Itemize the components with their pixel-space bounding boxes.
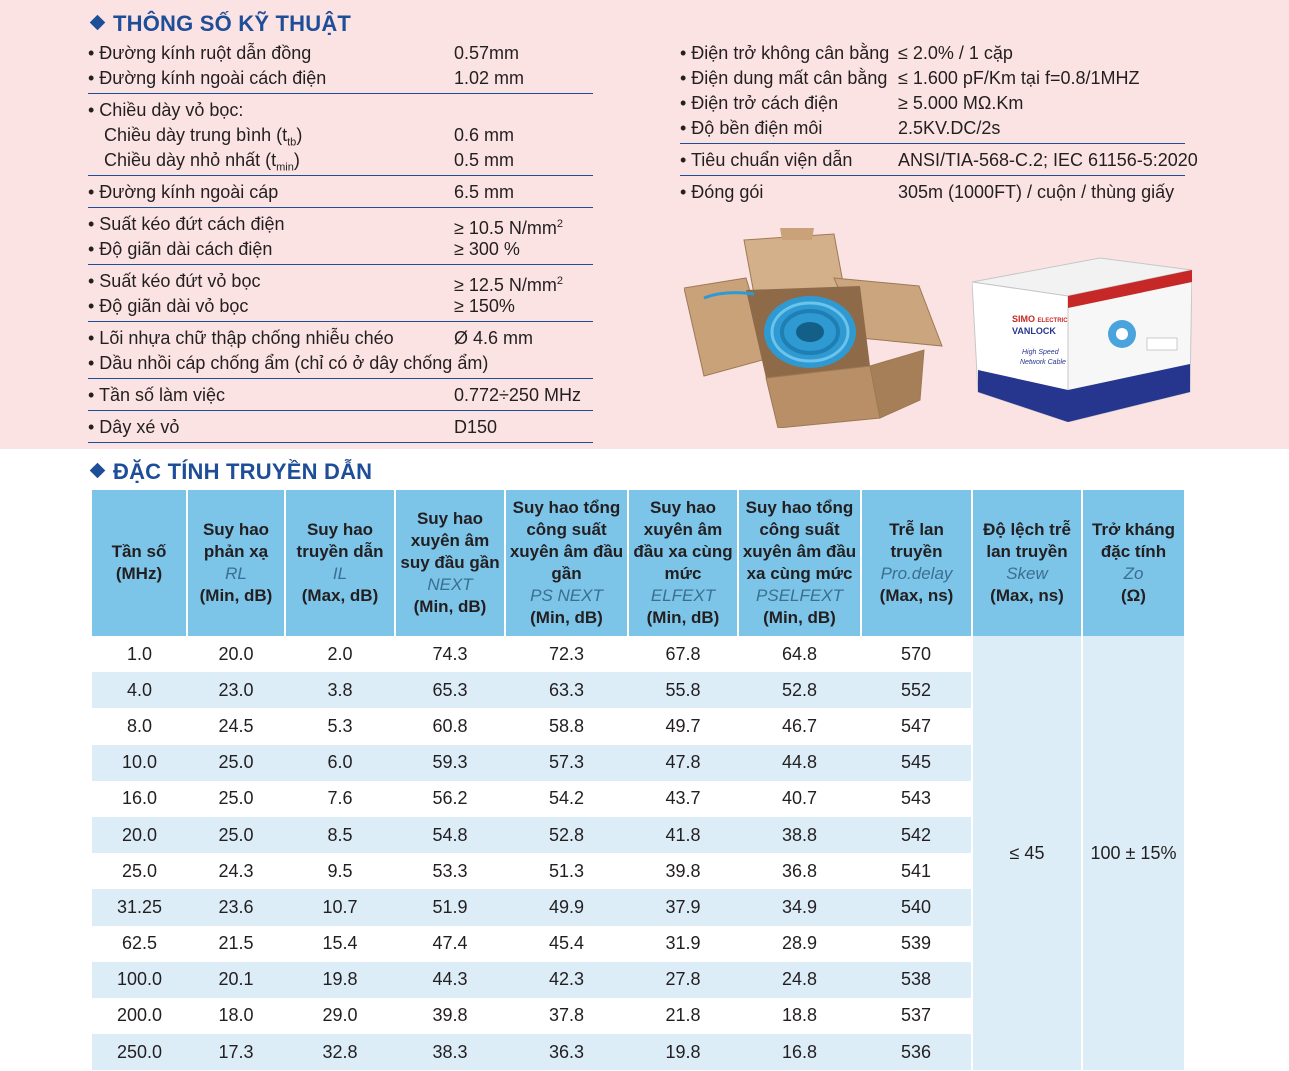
table-cell: 23.0 [187,672,285,708]
table-cell: 65.3 [395,672,505,708]
table-cell: 25.0 [121,860,158,881]
column-header [285,490,395,636]
column-header-unit: (Max, ns) [879,586,954,605]
column-header-unit: (Max, dB) [301,586,379,605]
column-header [395,490,505,636]
spec-row [88,237,593,262]
table-cell: 42.3 [505,962,628,998]
column-header-symbol: NEXT [427,575,473,594]
table-cell: 59.3 [395,745,505,781]
spec-label: • Suất kéo đứt cách điện [88,214,285,234]
divider [88,442,593,443]
product-box-image [972,252,1192,422]
superscript: 2 [556,218,564,230]
spec-label: • Dầu nhồi cáp chống ẩm (chỉ có ở dây chống ẩm) [88,353,489,373]
table-cell: 41.8 [628,817,738,853]
divider [88,93,593,94]
table-cell: 100.0 [92,962,187,998]
table-body [92,636,1184,1070]
box-brand: SIMO [1012,314,1036,324]
spec-value: ≥ 300 % [454,239,520,259]
column-header-symbol: ELFEXT [650,586,716,605]
specs-title [92,11,351,37]
spec-label: • Dây xé vỏ [88,417,180,437]
spec-row [680,116,1185,141]
table-cell: 8.0 [126,715,153,736]
spec-row [88,269,593,294]
spec-label: • Điện trở cách điện [680,93,839,113]
column-header-symbol: IL [332,564,348,583]
spec-row [88,123,593,148]
column-header-title: Tần số (MHz) [111,542,167,583]
skew-cell: ≤ 45 [972,636,1082,1070]
table-cell: 39.8 [432,1005,468,1026]
spec-value: ANSI/TIA-568-C.2; IEC 61156-5:2020 [898,150,1198,170]
table-cell: 52.8 [505,817,628,853]
table-cell: 31.25 [92,889,187,925]
spec-value: ≤ 1.600 pF/Km tại f=0.8/1MHZ [898,68,1140,88]
transmission-title-text: ĐẶC TÍNH TRUYỀN DẪN [113,459,373,484]
divider [680,143,1185,144]
table-cell: 63.3 [505,672,628,708]
spec-label: • Lõi nhựa chữ thập chống nhiễu chéo [88,328,394,348]
table-cell: 3.8 [285,672,395,708]
spec-label: Chiều dày trung bình $(t_{tb})$ [104,125,303,149]
table-cell: 20.1 [187,962,285,998]
box-line2-text: Network Cable [1020,359,1066,366]
table-cell: 34.9 [738,889,861,925]
table-cell: 37.8 [548,1005,585,1026]
spec-label: • Đóng gói [680,182,764,202]
column-header [187,490,285,636]
spec-row [88,98,593,123]
table-cell: 67.8 [665,643,701,664]
table-cell: 545 [861,745,972,781]
table-cell: 7.6 [327,788,353,809]
spec-row [88,41,593,66]
spec-label: • Độ bền điện môi [680,118,823,138]
divider [88,321,593,322]
spec-label: • Đường kính ngoài cáp [88,182,279,202]
table-cell: 19.8 [628,1034,738,1070]
table-cell: 38.8 [738,817,861,853]
table-cell: 16.0 [121,788,158,809]
table-cell: 36.3 [505,1034,628,1070]
table-cell: 74.3 [432,643,468,664]
spec-value: D150 [454,417,498,437]
table-cell: 15.4 [322,933,358,954]
open-box-image [684,228,946,428]
column-header [628,490,738,636]
spec-row [88,66,593,91]
table-cell: 54.8 [395,817,505,853]
divider [680,175,1185,176]
spec-value: 0.5 mm [454,150,515,170]
spec-label: • Đường kính ngoài cách điện [88,68,327,88]
spec-row [88,294,593,319]
column-header-symbol: Skew [1006,564,1048,583]
column-header-symbol: PSELFEXT [756,586,843,605]
impedance-cell: 100 ± 15% [1082,636,1184,1070]
column-header-symbol: Pro.delay [880,564,953,583]
table-cell: 57.3 [505,745,628,781]
table-cell: 55.8 [628,672,738,708]
column-header-unit: (Min, dB) [763,608,836,627]
table-cell: 64.8 [781,643,818,664]
spec-value: 1.02 mm [454,68,525,88]
table-cell: 49.7 [665,715,701,736]
table-cell: 24.3 [218,860,254,881]
column-header-unit: (Min, dB) [530,608,603,627]
table-cell: 44.3 [395,962,505,998]
table-cell: 29.0 [322,1005,358,1026]
table-cell: 60.8 [432,715,468,736]
column-header [92,490,187,636]
spec-row [88,180,593,205]
table-cell: 536 [861,1034,972,1070]
table-cell: 43.7 [665,788,701,809]
spec-row [88,415,593,440]
diamond-icon [90,463,106,479]
right-spec-list [680,41,1198,205]
table-cell: 19.8 [285,962,395,998]
spec-row [680,66,1185,91]
spec-label: • Suất kéo đứt vỏ bọc [88,271,261,291]
column-header-unit: (Ω) [1121,586,1146,605]
table-cell: 24.5 [218,715,254,736]
table-cell: 17.3 [187,1034,285,1070]
table-cell: 31.9 [665,933,701,954]
table-cell: 250.0 [92,1034,187,1070]
specs-title-text: THÔNG SỐ KỸ THUẬT [113,11,352,36]
table-cell: 25.0 [187,745,285,781]
column-header [505,490,628,636]
table-cell: 21.5 [218,933,254,954]
spec-value: 2.5KV.DC/2s [898,118,1001,138]
table-cell: 49.9 [505,889,628,925]
table-cell: 72.3 [548,643,585,664]
table-cell: 28.9 [781,933,818,954]
spec-label: • Điện trở không cân bằng [680,43,890,63]
table-cell: 51.3 [548,860,585,881]
spec-value-text: ≥ 10.5 N/mm [454,218,557,238]
table-cell: 24.8 [738,962,861,998]
divider [88,264,593,265]
table-cell: 10.7 [285,889,395,925]
divider [88,207,593,208]
table-cell: 18.0 [218,1005,254,1026]
table-cell: 37.9 [628,889,738,925]
column-header-title: Trở kháng đặc tính [1092,520,1175,561]
table-cell: 46.7 [781,715,818,736]
column-header-symbol: RL [225,564,247,583]
table-cell: 54.2 [548,788,585,809]
spec-value: 305m (1000FT) / cuộn / thùng giấy [898,182,1175,202]
table-cell: 16.8 [738,1034,861,1070]
table-cell: 45.4 [548,933,585,954]
table-cell: 20.0 [92,817,187,853]
table-cell: 51.9 [395,889,505,925]
spec-label: • Độ giãn dài cách điện [88,239,273,259]
column-header-title: Suy hao xuyên âm đầu xa cùng mức [633,498,733,583]
subscript: tb [287,136,297,149]
spec-label: • Độ giãn dài vỏ bọc [88,296,249,316]
spec-value: ≥ 5.000 MΩ.Km [898,93,1024,113]
table-cell: 547 [900,715,932,736]
spec-row [680,148,1198,173]
column-header [738,490,861,636]
column-header-title: Độ lệch trễ lan truyền [983,520,1071,561]
table-cell: 540 [861,889,972,925]
table-cell: 36.8 [781,860,818,881]
column-header-title: Suy hao truyền dẫn [296,520,384,561]
spec-label: • Điện dung mất cân bằng [680,68,888,88]
table-cell: 10.0 [92,745,187,781]
table-cell: 47.8 [628,745,738,781]
column-header [861,490,972,636]
divider [88,410,593,411]
table-cell: 570 [900,643,932,664]
table-row [92,636,1184,672]
column-header-unit: (Min, dB) [413,597,487,616]
table-cell: 23.6 [187,889,285,925]
spec-label-text: Chiều dày trung bình (t [104,125,288,145]
table-cell: 8.5 [285,817,395,853]
table-cell: 6.0 [285,745,395,781]
table-cell: 39.8 [665,860,701,881]
column-header-unit: (Max, ns) [990,586,1064,605]
table-cell: 20.0 [218,643,254,664]
table-cell: 542 [861,817,972,853]
table-cell: 38.3 [395,1034,505,1070]
table-cell: 62.5 [121,933,158,954]
spec-row [88,383,593,408]
column-header [972,490,1082,636]
table-cell: 539 [900,933,932,954]
column-header-title: Suy hao tổng công suất xuyên âm đầu xa cùng mức [742,498,857,583]
table-cell: 40.7 [781,788,818,809]
spec-row [680,41,1185,66]
spec-value: 0.772÷250 MHz [454,385,581,405]
spec-value-text: ≥ 12.5 N/mm [454,275,557,295]
table-cell: 2.0 [327,643,353,664]
table-cell: 53.3 [432,860,468,881]
column-header-unit: (Min, dB) [646,608,720,627]
subscript: min [276,161,294,174]
spec-label: • Đường kính ruột dẫn đồng [88,43,312,63]
spec-row [88,212,593,237]
spec-label-text: Chiều dày nhỏ nhất (t [104,150,277,170]
spec-value: ≥ 150% [454,296,515,316]
spec-row [88,148,593,173]
column-header-title: Suy hao xuyên âm suy đầu gần [400,509,500,572]
table-cell: 27.8 [628,962,738,998]
column-header-title: Trễ lan truyền [889,520,944,561]
table-cell: 538 [861,962,972,998]
spec-value: 0.57mm [454,43,520,63]
table-cell: 25.0 [187,817,285,853]
box-brand-suffix: ELECTRIC [1037,318,1068,324]
spec-row [680,180,1185,205]
table-cell: 543 [900,788,932,809]
spec-value: 0.6 mm [454,125,515,145]
spec-value: 6.5 mm [454,182,515,202]
column-header-unit: (Min, dB) [199,586,273,605]
table-cell: 56.2 [432,788,468,809]
table-header-row [92,490,1184,636]
spec-value: Ø 4.6 mm [454,328,534,348]
table-cell: 4.0 [92,672,187,708]
column-header [1082,490,1184,636]
table-cell: 5.3 [327,715,353,736]
spec-value: ≤ 2.0% / 1 cặp [898,43,1013,63]
spec-row [680,91,1185,116]
table-cell: 47.4 [432,933,468,954]
table-cell: 541 [900,860,932,881]
spec-label: • Tiêu chuẩn viện dẫn [680,150,853,170]
divider [88,378,593,379]
table-cell: 25.0 [218,788,254,809]
table-cell: 58.8 [548,715,585,736]
box-line1-text: High Speed [1022,349,1059,356]
box-product-text: VANLOCK [1012,326,1056,336]
column-header-symbol: PS NEXT [530,586,603,605]
column-header-symbol: Zo [1123,564,1144,583]
table-cell: 552 [861,672,972,708]
spec-label: • Chiều dày vỏ bọc: [88,100,244,120]
spec-row [88,326,593,351]
table-cell: 200.0 [116,1005,163,1026]
transmission-table [92,490,1184,1070]
table-cell: 9.5 [327,860,353,881]
column-header-title: Suy hao phản xạ [202,520,270,561]
table-cell: 1.0 [126,643,153,664]
table-cell: 18.8 [781,1005,818,1026]
table-cell: 537 [900,1005,932,1026]
table-cell: 32.8 [285,1034,395,1070]
diamond-icon [90,15,106,31]
left-spec-list [88,41,593,447]
spec-label: Chiều dày nhỏ nhất $(t_{min})$ [104,150,300,174]
column-header-title: Suy hao tổng công suất xuyên âm đầu gần [509,498,624,583]
table-cell: 21.8 [665,1005,701,1026]
transmission-title [92,459,372,485]
table-cell: 52.8 [738,672,861,708]
spec-label: • Tần số làm việc [88,385,226,405]
spec-row [88,351,593,376]
table-cell: 44.8 [738,745,861,781]
superscript: 2 [556,275,564,287]
